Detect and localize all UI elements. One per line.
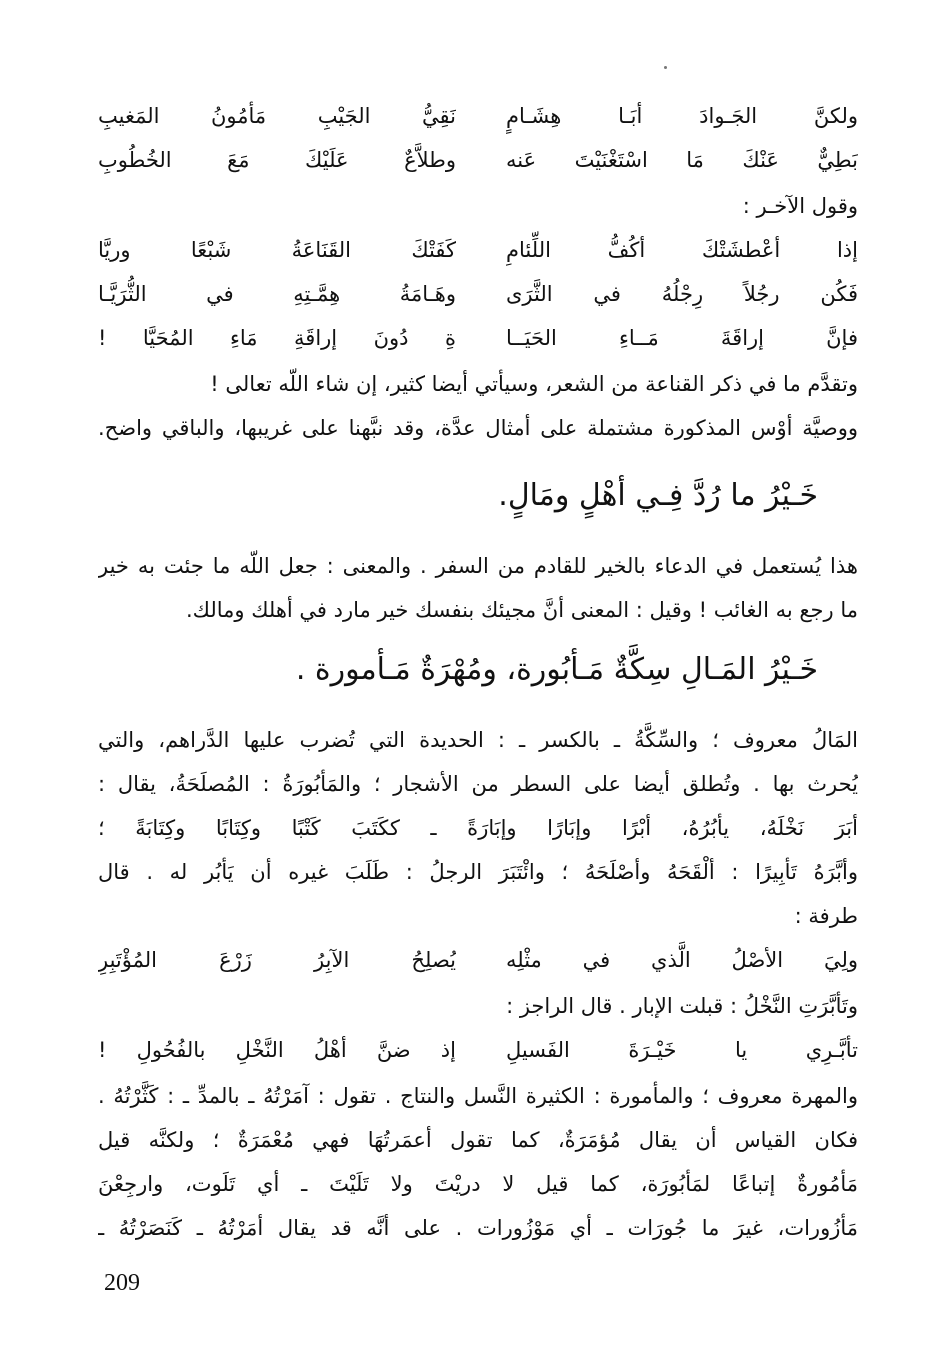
paragraph-line: مَأزُورات، غيرَ ما جُورَات ـ أي مَوْزُورات . على أنَّه قد يقال أمَرْتُهُ ـ كَنَصَرْتُهُ ـ (98, 1216, 858, 1240)
paragraph-line: المَالُ معروف ؛ والسِّكَّةُ ـ بالكسر ـ : الحديدة التي تُضرب عليها الدَّراهم، والتي (98, 728, 858, 752)
verse-hemistich-first: ولكنَّ الجَـوادَ أبَـا هِشَـامٍ (506, 104, 858, 128)
paragraph-line: ما رجع به الغائب ! وقيل : المعنى أنَّ مجيئك بنفسك خير مارد في أهلك ومالك. (185, 598, 858, 622)
verse-hemistich-first: فَكُن رجُلاً رِجْلُهُ في الثَّرَى (506, 282, 858, 306)
verse-line (98, 230, 858, 270)
verse-line (98, 274, 858, 314)
verse-hemistich-first: إذا أعْطشَتْكَ أكُفُّ اللِّئامِ (506, 238, 858, 262)
paragraph-line: فكان القياس أن يقال مُؤمَرَةٌ، كما تقول أعمَرتُهَا فهي مُعْمَرَةٌ ؛ ولكنَّه قيل (98, 1128, 858, 1152)
paragraph-line: والمهرة معروف ؛ والمأمورة : الكثيرة النَّسل والنتاج . تقول : آمَرْتُهُ ـ بالمدِّ ـ : كَثَّرْتُهُ . (98, 1084, 858, 1108)
intro-line: وقول الآخـر : (742, 194, 858, 218)
paragraph-line: يُحرث بها . وتُطلق أيضا على السطر من الأشجار ؛ والمَأبُورَةُ : المُصلَحَةُ، يقال : (98, 772, 858, 796)
paragraph-line: وأبَّرَهُ تَأبِيرًا : ألْقَحَهُ وأصْلَحَهُ ؛ وائْتَبَرَ الرجلُ : طَلَبَ غيره أن يَأبُر له . قال (98, 860, 858, 884)
scan-speck (664, 66, 667, 69)
verse-line (98, 1030, 858, 1070)
verse-line (98, 140, 858, 180)
verse-hemistich-second: وطلاَّعٌ عَلَيْكَ مَعَ الخُطُوبِ (98, 148, 456, 172)
verse-hemistich-first: ولِيَ الأصْلُ الَّذي في مثْلِه (506, 948, 858, 972)
verse-hemistich-second: إذ ضنَّ أهْلُ النَّخْلِ بالفُحُولِ ! (98, 1038, 456, 1062)
proverb-heading: خَـيْرُ المَـالِ سِكَّةٌ مَـأبُورة، ومُهْرَةٌ مَـأمورة . (295, 652, 818, 687)
verse-line (98, 318, 858, 358)
verse-hemistich-first: بَطِيٌّ عَنْكَ مَا اسْتَغْنَيْتَ عَنه (506, 148, 858, 172)
paragraph-line: مَأمُورةٌ إتباعًا لمَأبُورَة، كما قيل لا دريْتَ ولا تَلَيْتَ ـ أي تَلَوت، وارجِعْنَ (98, 1172, 858, 1196)
paragraph-line: طرفة : (794, 904, 858, 928)
paragraph-line: هذا يُستعمل في الدعاء بالخير للقادم من السفر . والمعنى : جعل اللّه ما جئت به خير (98, 554, 858, 578)
verse-line (98, 940, 858, 980)
page-number: 209 (104, 1270, 140, 1296)
paragraph-line: وتقدَّم ما في ذكر القناعة من الشعر، وسيأتي أيضا كثير، إن شاء اللّه تعالى ! (210, 372, 858, 396)
paragraph-line: أبَرَ نَخْلَهُ، يأبُرُهُ، أبْرًا وإبَارًا وإبَارَةً ـ ككَتَبَ كَتْبًا وكِتَابًا وكِتَابَةً ؛ (98, 816, 858, 840)
paragraph-line: وتَأبَّرَتِ النَّخْلُ : قبلت الإبار . قال الراجز : (506, 994, 858, 1018)
verse-hemistich-second: كَفَتْكَ القَنَاعَةُ شَبْعًا وريَّا (98, 238, 456, 262)
verse-hemistich-second: ةِ دُونَ إراقَةِ مَاءِ المُحَيَّا ! (98, 326, 456, 350)
verse-hemistich-first: فإنَّ إراقَةَ مَــاءِ الحَيَــا (506, 326, 858, 350)
verse-hemistich-second: يُصلِحُ الآبِرُ زَرْعَ المُؤْتَبِرِ (98, 948, 456, 972)
verse-hemistich-second: نَقِيُّ الجَيْبِ مَأمُونُ المَغيبِ (98, 104, 456, 128)
verse-line (98, 96, 858, 136)
proverb-heading: خَـيْرُ ما رُدَّ فِـي أهْلٍ ومَالٍ. (498, 478, 818, 513)
paragraph-line: ووصيَّة أوْس المذكورة مشتملة على أمثال عدَّة، وقد نبَّهنا على غريبها، والباقي واضح. (98, 416, 858, 440)
verse-hemistich-first: تأبَّـرِي يا خَيْـرَةَ الفَسيلِ (506, 1038, 858, 1062)
verse-hemistich-second: وهَـامَةُ هِمَّـتِهِ في الثُّرَيَّـا (98, 282, 456, 306)
